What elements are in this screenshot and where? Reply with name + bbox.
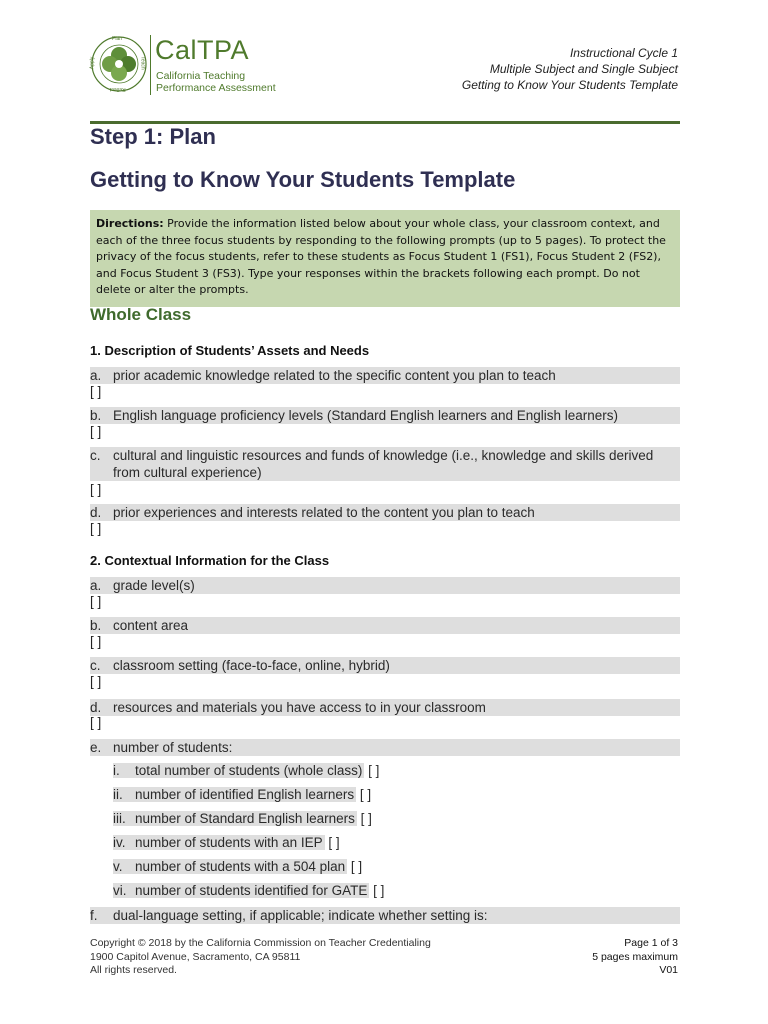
q2-prompt-f [90,907,680,924]
footer-page-limit: 5 pages maximum [592,950,678,963]
logo-ring-word-reflect: Reflect [110,86,126,92]
q2-prompt-d [90,699,680,716]
q2-prompt-e [90,739,680,756]
q1-response-b[interactable]: [ ] [90,424,102,439]
sub-text: number of students identified for GATE [135,883,368,898]
prompt-text: classroom setting (face-to-face, online, hybrid) [113,658,390,673]
q1-prompt-c [90,447,680,481]
q2-prompt-c [90,657,680,674]
sub-response[interactable]: [ ] [350,859,363,874]
prompt-text: dual-language setting, if applicable; indicate whether setting is: [113,908,488,923]
header-subject: Multiple Subject and Single Subject [489,62,678,76]
prompt-text: prior academic knowledge related to the specific content you plan to teach [113,368,556,383]
footer-page-info [592,937,678,978]
sub-num: ii. [113,787,123,802]
logo-subtitle [156,70,276,94]
footer-copyright-line: Copyright © 2018 by the California Commission on Teacher Credentialing [90,937,431,949]
prompt-text: resources and materials you have access to in your classroom [113,700,486,715]
question-2-heading: 2. Contextual Information for the Class [90,553,330,568]
section-whole-class: Whole Class [90,305,192,324]
logo-subtitle-line1: California Teaching [156,70,246,82]
prompt-letter: b. [90,408,102,423]
sub-text: total number of students (whole class) [135,763,363,778]
prompt-text: content area [113,618,189,633]
prompt-letter: d. [90,505,102,520]
prompt-letter: c. [90,448,101,463]
template-title: Getting to Know Your Students Template [90,167,516,192]
students-sub-iii [113,810,372,828]
students-sub-vi [113,882,384,900]
prompt-letter: d. [90,700,102,715]
footer-copyright [90,937,431,978]
prompt-letter: a. [90,578,102,593]
question-1-heading: 1. Description of Students’ Assets and Needs [90,343,370,358]
sub-response[interactable]: [ ] [328,835,340,850]
sub-text: number of Standard English learners [135,811,355,826]
students-sub-iv [113,834,340,852]
prompt-letter: b. [90,618,102,633]
logo-ring-word-apply: Apply [89,56,96,70]
step-title: Step 1: Plan [90,124,216,149]
prompt-letter: f. [90,908,98,923]
q1-prompt-d [90,504,680,521]
q1-response-c[interactable]: [ ] [90,482,102,497]
q1-response-d[interactable]: [ ] [90,521,102,536]
logo-divider [150,35,151,95]
prompt-letter: c. [90,658,101,673]
caltpa-logo [90,33,280,97]
logo-wordmark: CalTPA [155,35,250,65]
q2-prompt-b [90,617,680,634]
prompt-text: English language proficiency levels (Standard English learners and English learners) [113,408,619,423]
prompt-letter: e. [90,740,102,755]
header-cycle: Instructional Cycle 1 [569,46,678,60]
q1-response-a[interactable]: [ ] [90,384,102,399]
sub-text: number of identified English learners [135,787,355,802]
sub-num: i. [113,763,120,778]
q1-prompt-a [90,367,680,384]
students-sub-i [113,762,379,780]
sub-num: iv. [113,835,126,850]
prompt-text: number of students: [113,740,233,755]
directions-box [90,210,680,307]
directions-label: Directions: [96,217,164,230]
footer-rights: All rights reserved. [90,964,177,976]
q2-response-b[interactable]: [ ] [90,634,102,649]
sub-response[interactable]: [ ] [368,763,380,778]
sub-response[interactable]: [ ] [373,883,385,898]
sub-response[interactable]: [ ] [359,787,372,802]
prompt-text: cultural and linguistic resources and funds of knowledge (i.e., knowledge and skills derived from cultural experience) [113,448,654,480]
q2-prompt-a [90,577,680,594]
logo-subtitle-line2: Performance Assessment [156,82,276,94]
q1-prompt-b [90,407,680,424]
prompt-text: prior experiences and interests related to the content you plan to teach [113,505,535,520]
sub-num: v. [113,859,123,874]
header-template-name: Getting to Know Your Students Template [461,78,678,92]
footer-address: 1900 Capitol Avenue, Sacramento, CA 95811 [90,950,301,963]
prompt-text: grade level(s) [113,578,195,593]
logo-ring-word-teach: Teach [139,56,146,70]
sub-text: number of students with a 504 plan [135,859,346,874]
sub-text: number of students with an IEP [135,835,323,850]
sub-num: iii. [113,811,126,826]
directions-text: Provide the information listed below about your whole class, your classroom context, and each of the three focus students by responding to the following prompts (up to 5 pages). To protect the privacy of the focus students, refer to these students as Focus Student 1 (FS1), Focus Student 2 (FS2), and Focus Student 3 (FS3). Type your responses within the brackets following each prompt. Do not delete or alter the prompts. [96,217,666,297]
document-header [462,45,678,93]
sub-num: vi. [113,883,127,898]
prompt-letter: a. [90,368,102,383]
footer-version: V01 [659,964,678,976]
q2-response-d[interactable]: [ ] [90,715,102,730]
footer-page-number: Page 1 of 3 [624,937,678,949]
students-sub-ii [113,786,371,804]
students-sub-v [113,858,362,876]
q2-response-c[interactable]: [ ] [90,674,102,689]
q2-response-a[interactable]: [ ] [90,594,102,609]
sub-response[interactable]: [ ] [360,811,372,826]
logo-ring-word-plan: Plan [112,36,123,42]
